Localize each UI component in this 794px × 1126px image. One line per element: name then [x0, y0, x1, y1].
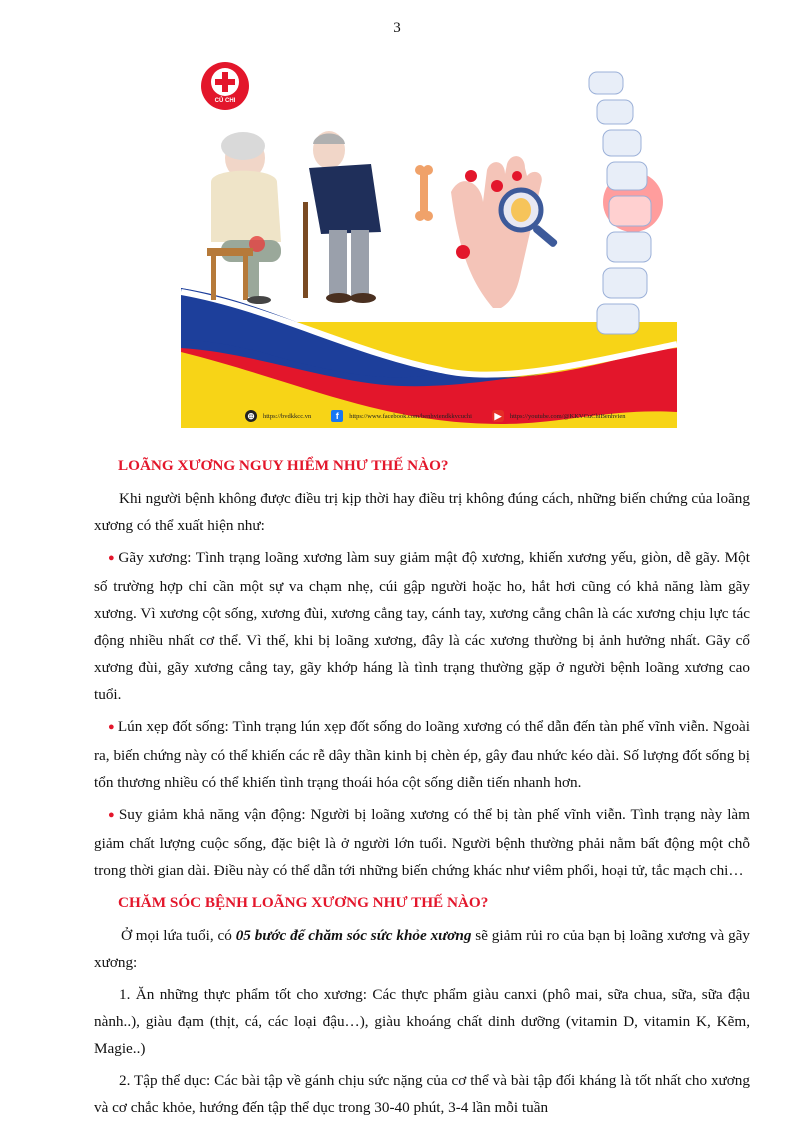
care-step: 1. Ăn những thực phẩm tốt cho xương: Các thực phẩm giàu canxi (phô mai, sữa chua, sữa, sữa đậu nành..), giàu đạm (thịt, cá, các loại đậu…), giàu khoáng chất dinh dưỡng (vitamin D, vitamin K, Kẽm, Magie..): [94, 986, 750, 1057]
page-number: 3: [393, 20, 401, 36]
bone-icon: [415, 165, 433, 221]
list-item: ● Gãy xương: Tình trạng loãng xương làm suy giảm mật độ xương, khiến xương yếu, giòn, dễ gãy. Một số trường hợp chỉ cần một sự va chạm nhẹ, cúi gập người hoặc ho, hắt hơi cũng có khả năng làm gãy xương. Vì xương cột sống, xương đùi, xương cẳng tay, cánh tay, xương cẳng chân là các xương chịu lực tác động nhiều nhất cơ thể. Vì thế, khi bị loãng xương, đây là các xương thường bị ảnh hưởng nhất. Gãy cổ xương đùi, gãy xương cẳng tay, gãy khớp háng là tình trạng thường gặp ở người bệnh loãng xương cao tuổi.: [94, 549, 750, 703]
dangers-intro: Khi người bệnh không được điều trị kịp thời hay điều trị không đúng cách, những biến chứng của loãng xương có thể xuất hiện như:: [94, 490, 750, 534]
section-heading-dangers: LOÃNG XƯƠNG NGUY HIỂM NHƯ THẾ NÀO?: [118, 457, 449, 474]
bullet-dot-icon: ●: [108, 809, 116, 821]
care-intro-emphasis: 05 bước để chăm sóc sức khỏe xương: [235, 927, 472, 944]
banner-footer-links: [181, 410, 677, 422]
osteoporosis-banner: [181, 52, 677, 428]
banner-illustration: [181, 52, 677, 428]
list-item: ● Lún xẹp đốt sống: Tình trạng lún xẹp đốt sống do loãng xương có thể dẫn đến tàn phế vĩnh viễn. Ngoài ra, biến chứng này có thể khiến các rễ dây thần kinh bị chèn ép, gây đau nhức kéo dài. Số lượng đốt sống bị tổn thương nhiều có thể khiến tình trạng thoái hóa cột sống diễn tiến nhanh hơn.: [94, 718, 750, 791]
section-heading-care: CHĂM SÓC BỆNH LOÃNG XƯƠNG NHƯ THẾ NÀO?: [118, 894, 489, 911]
facebook-link[interactable]: f https://www.facebook.com/benhviendkkvcuchi: [331, 410, 472, 422]
arthritic-hand-illustration: [451, 156, 558, 308]
bullet-dot-icon: ●: [108, 552, 116, 564]
globe-icon: ⊕: [245, 410, 257, 422]
youtube-link[interactable]: ▶ https://youtube.com/@KKVCuChiBenhvien: [492, 410, 626, 422]
article-body: [94, 452, 750, 1126]
bullet-dot-icon: ●: [108, 721, 115, 733]
elderly-man-illustration: [303, 131, 381, 303]
svg-text:CỦ CHI: CỦ CHI: [214, 98, 236, 104]
list-item: ● Suy giảm khả năng vận động: Người bị loãng xương có thể bị tàn phế vĩnh viễn. Tình trạng này làm giảm chất lượng cuộc sống, đặc biệt là ở người lớn tuổi. Người bệnh thường phải nằm bất động một chỗ trong thời gian dài. Điều này có thể dẫn tới những biến chứng khác như viêm phổi, hoại tử, tắc mạch chi…: [94, 806, 750, 879]
care-step: 2. Tập thể dục: Các bài tập về gánh chịu sức nặng của cơ thể và bài tập đối kháng là tốt nhất cho xương và cơ chắc khỏe, hướng đến tập thể dục trong 30-40 phút, 3-4 lần mỗi tuần: [94, 1072, 750, 1116]
youtube-icon: ▶: [492, 410, 504, 422]
hospital-logo: [201, 62, 249, 110]
elderly-woman-illustration: [207, 132, 281, 304]
facebook-icon: f: [331, 410, 343, 422]
website-link[interactable]: ⊕ https://bvdkkcc.vn: [245, 410, 311, 422]
spine-illustration: [589, 72, 663, 334]
care-intro: Ở mọi lứa tuổi, có 05 bước để chăm sóc sức khỏe xương sẽ giảm rủi ro của bạn bị loãng xương và gãy xương:: [94, 927, 750, 971]
